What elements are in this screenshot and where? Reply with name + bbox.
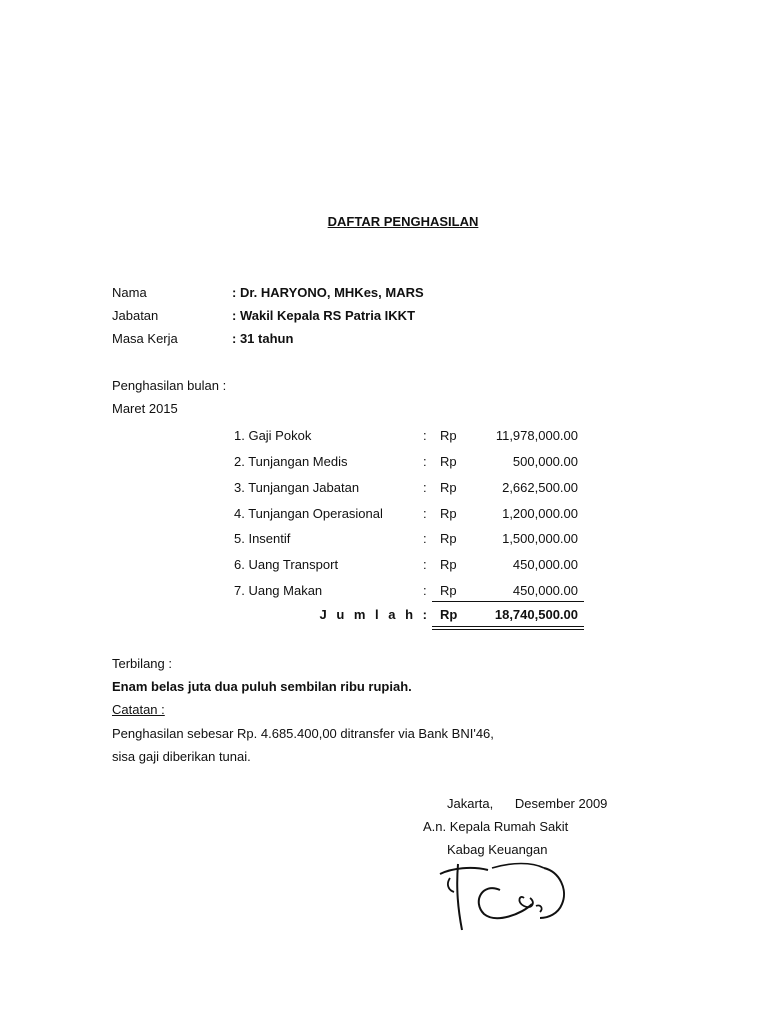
- item-colon: :: [423, 557, 427, 572]
- item-colon: :: [423, 531, 427, 546]
- item-currency: Rp: [440, 480, 457, 495]
- item-amount: 450,000.00: [512, 557, 578, 572]
- name-label: Nama: [112, 285, 147, 300]
- place-date: Jakarta, Desember 2009: [447, 796, 608, 811]
- item-amount: 1,500,000.00: [502, 531, 578, 546]
- item-label: 4. Tunjangan Operasional: [234, 506, 383, 521]
- item-amount: 450,000.00: [512, 583, 578, 598]
- terbilang-label: Terbilang :: [112, 656, 172, 671]
- name-value: : Dr. HARYONO, MHKes, MARS: [232, 285, 424, 300]
- item-currency: Rp: [440, 428, 457, 443]
- item-label: 1. Gaji Pokok: [234, 428, 312, 443]
- period-label: Penghasilan bulan :: [112, 378, 227, 393]
- item-label: 3. Tunjangan Jabatan: [234, 480, 360, 495]
- item-currency: Rp: [440, 454, 457, 469]
- tenure-value: : 31 tahun: [232, 331, 294, 346]
- period-month: Maret 2015: [112, 401, 178, 416]
- item-colon: :: [423, 506, 427, 521]
- total-amount: 18,740,500.00: [494, 607, 578, 622]
- item-label: 5. Insentif: [234, 531, 291, 546]
- item-colon: :: [423, 480, 427, 495]
- total-label: J u m l a h :: [319, 607, 430, 622]
- subtotal-rule: [432, 601, 584, 602]
- item-amount: 500,000.00: [512, 454, 578, 469]
- position-value: : Wakil Kepala RS Patria IKKT: [232, 308, 416, 323]
- document-title: DAFTAR PENGHASILAN: [327, 214, 479, 229]
- item-colon: :: [423, 583, 427, 598]
- catatan-label: Catatan :: [112, 702, 165, 717]
- item-colon: :: [423, 454, 427, 469]
- item-currency: Rp: [440, 557, 457, 572]
- signoff-line-1: A.n. Kepala Rumah Sakit: [423, 819, 569, 834]
- total-rule-top: [432, 626, 584, 627]
- item-label: 7. Uang Makan: [234, 583, 323, 598]
- tenure-label: Masa Kerja: [112, 331, 178, 346]
- item-currency: Rp: [440, 583, 457, 598]
- signoff-line-2: Kabag Keuangan: [447, 842, 548, 857]
- signature-image: [432, 854, 572, 934]
- total-currency: Rp: [440, 607, 458, 622]
- item-amount: 1,200,000.00: [502, 506, 578, 521]
- item-colon: :: [423, 428, 427, 443]
- item-label: 2. Tunjangan Medis: [234, 454, 348, 469]
- item-currency: Rp: [440, 506, 457, 521]
- position-label: Jabatan: [112, 308, 159, 323]
- catatan-line-1: Penghasilan sebesar Rp. 4.685.400,00 ditransfer via Bank BNI'46,: [112, 726, 494, 741]
- item-label: 6. Uang Transport: [234, 557, 339, 572]
- item-amount: 2,662,500.00: [502, 480, 578, 495]
- item-currency: Rp: [440, 531, 457, 546]
- terbilang-text: Enam belas juta dua puluh sembilan ribu rupiah.: [112, 679, 412, 694]
- item-amount: 11,978,000.00: [495, 428, 578, 443]
- total-rule-bottom: [432, 629, 584, 630]
- catatan-line-2: sisa gaji diberikan tunai.: [112, 749, 251, 764]
